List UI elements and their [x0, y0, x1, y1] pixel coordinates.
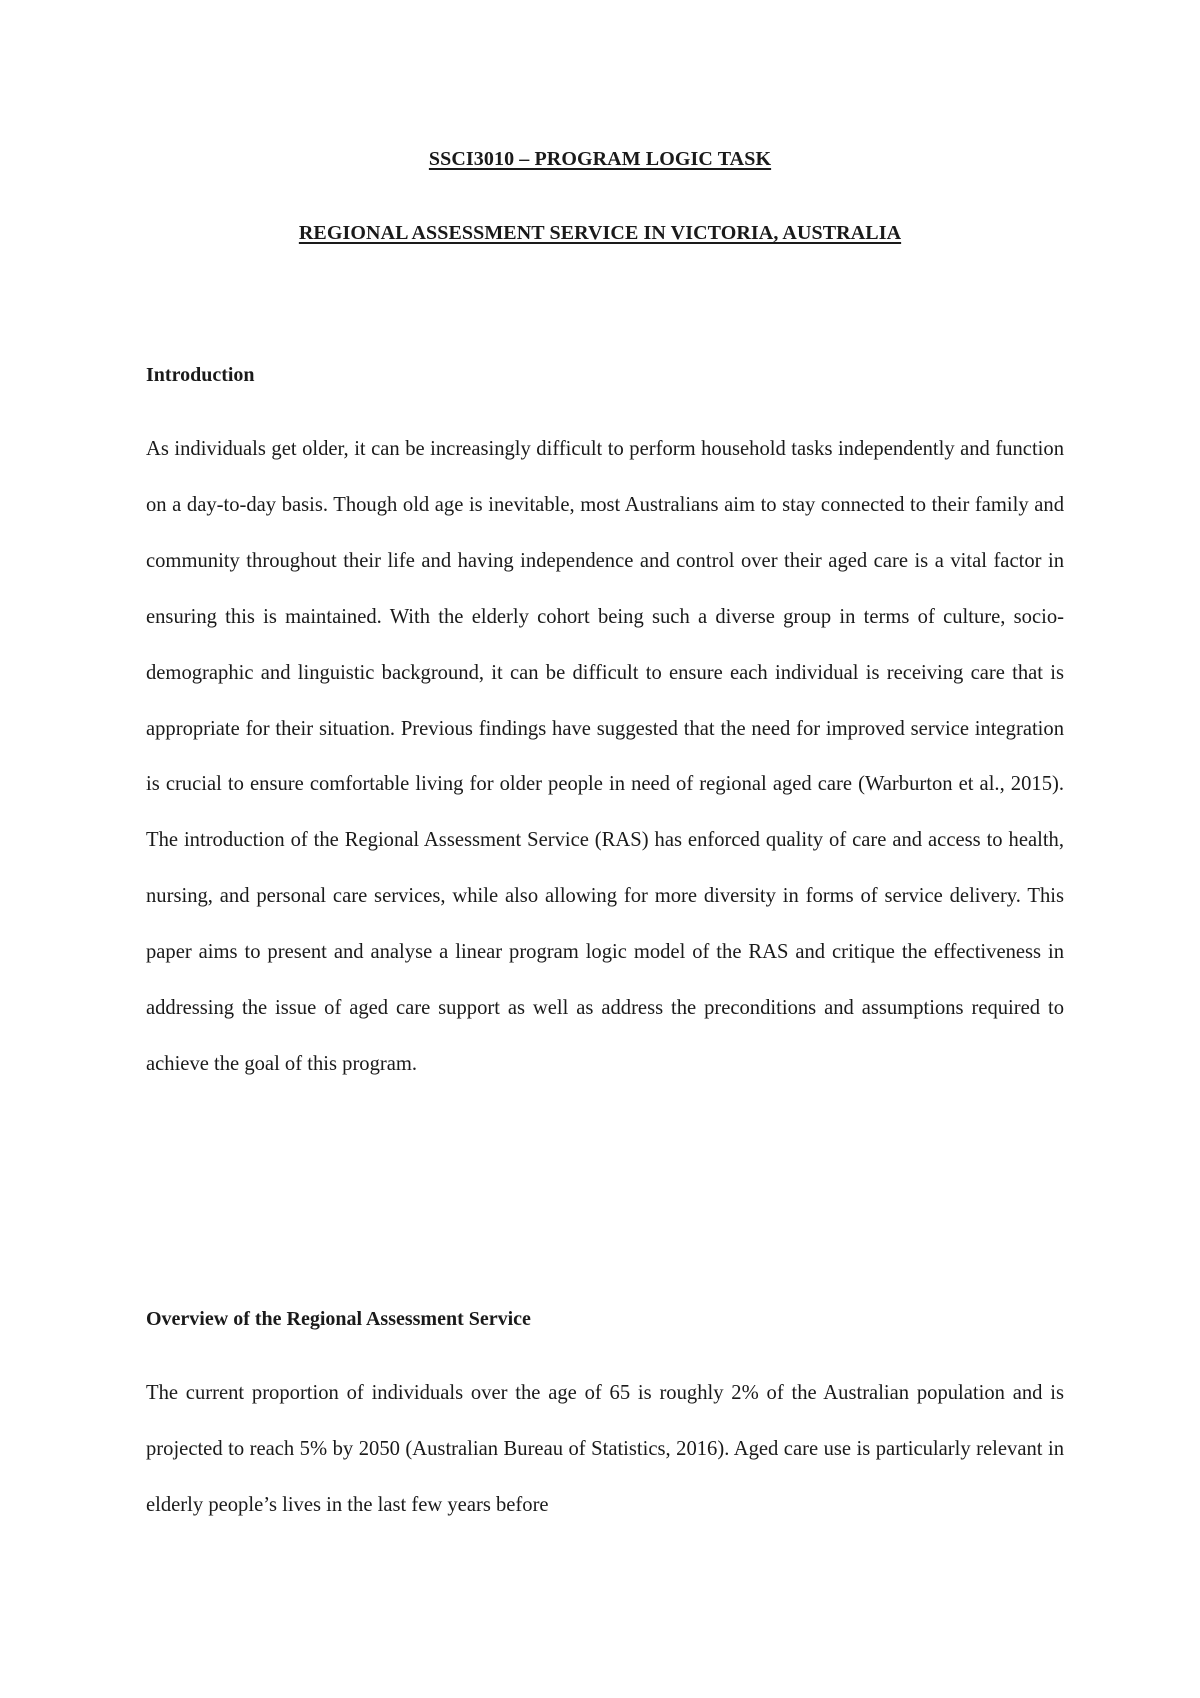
- section-heading-overview: Overview of the Regional Assessment Service: [146, 1308, 531, 1330]
- document-subtitle: REGIONAL ASSESSMENT SERVICE IN VICTORIA, AUSTRALIA: [298, 222, 902, 244]
- section-body-overview: The current proportion of individuals over the age of 65 is roughly 2% of the Australian population and is projected to reach 5% by 2050 (Australian Bureau of Statistics, 2016). Aged care use is particularly relevant in elderly people’s lives in the last few years before: [146, 1382, 1064, 1516]
- section-heading-introduction: Introduction: [146, 364, 255, 386]
- course-title: SSCI3010 – PROGRAM LOGIC TASK: [428, 148, 772, 170]
- section-body-introduction: As individuals get older, it can be increasingly difficult to perform household tasks independently and function on a day-to-day basis. Though old age is inevitable, most Australians aim to stay connected to their family and community throughout their life and having independence and control over their aged care is a vital factor in ensuring this is maintained. With the elderly cohort being such a diverse group in terms of culture, socio-demographic and linguistic background, it can be difficult to ensure each individual is receiving care that is appropriate for their situation. Previous findings have suggested that the need for improved service integration is crucial to ensure comfortable living for older people in need of regional aged care (Warburton et al., 2015). The introduction of the Regional Assessment Service (RAS) has enforced quality of care and access to health, nursing, and personal care services, while also allowing for more diversity in forms of service delivery. This paper aims to present and analyse a linear program logic model of the RAS and critique the effectiveness in addressing the issue of aged care support as well as address the preconditions and assumptions required to achieve the goal of this program.: [146, 438, 1064, 1075]
